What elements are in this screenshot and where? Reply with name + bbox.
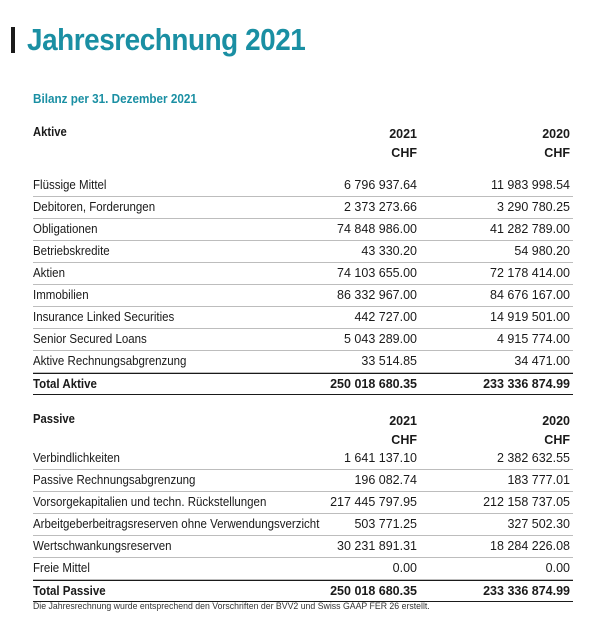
row-value-2020: 183 777.01	[507, 473, 570, 487]
table-row	[33, 241, 573, 263]
aktive-col-2020	[542, 125, 570, 163]
table-row	[33, 470, 573, 492]
row-label: Immobilien	[33, 288, 89, 302]
aktive-section	[33, 125, 573, 395]
passive-col-2020	[542, 412, 570, 450]
passive-total-2021: 250 018 680.35	[330, 584, 417, 598]
table-row	[33, 263, 573, 285]
aktive-header	[33, 125, 573, 175]
page-title: Jahresrechnung 2021	[27, 22, 306, 57]
row-value-2021: 6 796 937.64	[344, 178, 417, 192]
passive-total-row	[33, 580, 573, 602]
row-value-2021: 74 103 655.00	[337, 266, 417, 280]
aktive-rows	[33, 175, 573, 373]
table-row	[33, 492, 573, 514]
aktive-total-row	[33, 373, 573, 395]
row-value-2020: 2 382 632.55	[497, 451, 570, 465]
row-label: Flüssige Mittel	[33, 178, 107, 192]
row-value-2020: 18 284 226.08	[490, 539, 570, 553]
row-value-2020: 0.00	[545, 561, 570, 575]
row-label: Verbindlichkeiten	[33, 451, 120, 465]
row-value-2021: 503 771.25	[354, 517, 417, 531]
row-value-2021: 30 231 891.31	[337, 539, 417, 553]
row-value-2020: 14 919 501.00	[490, 310, 570, 324]
row-value-2021: 5 043 289.00	[344, 332, 417, 346]
row-value-2020: 327 502.30	[507, 517, 570, 531]
row-label: Aktien	[33, 266, 65, 280]
row-label: Betriebskredite	[33, 244, 110, 258]
aktive-col-2021-unit: CHF	[391, 146, 417, 160]
passive-label: Passive	[33, 412, 75, 426]
row-value-2021: 2 373 273.66	[344, 200, 417, 214]
row-value-2021: 43 330.20	[361, 244, 417, 258]
row-label: Vorsorgekapitalien und techn. Rückstellungen	[33, 495, 267, 509]
row-value-2020: 3 290 780.25	[497, 200, 570, 214]
table-row	[33, 285, 573, 307]
row-value-2020: 212 158 737.05	[483, 495, 570, 509]
row-value-2021: 74 848 986.00	[337, 222, 417, 236]
table-row	[33, 558, 573, 580]
row-value-2020: 34 471.00	[514, 354, 570, 368]
row-label: Wertschwankungsreserven	[33, 539, 172, 553]
row-value-2020: 54 980.20	[514, 244, 570, 258]
title-accent-bar	[11, 27, 15, 53]
row-label: Freie Mittel	[33, 561, 90, 575]
row-value-2021: 86 332 967.00	[337, 288, 417, 302]
balance-subtitle: Bilanz per 31. Dezember 2021	[33, 91, 197, 106]
row-value-2021: 196 082.74	[354, 473, 417, 487]
row-value-2020: 4 915 774.00	[497, 332, 570, 346]
row-label: Insurance Linked Securities	[33, 310, 175, 324]
passive-rows	[33, 448, 573, 580]
row-value-2021: 217 445 797.95	[330, 495, 417, 509]
row-label: Passive Rechnungsabgrenzung	[33, 473, 196, 487]
row-label: Obligationen	[33, 222, 98, 236]
aktive-total-2021: 250 018 680.35	[330, 377, 417, 391]
row-value-2021: 33 514.85	[361, 354, 417, 368]
row-label: Aktive Rechnungsabgrenzung	[33, 354, 187, 368]
table-row	[33, 514, 573, 536]
passive-section	[33, 412, 573, 602]
passive-col-2021	[389, 412, 417, 450]
title-block	[11, 22, 336, 58]
aktive-col-2020-unit: CHF	[544, 146, 570, 160]
row-value-2020: 84 676 167.00	[490, 288, 570, 302]
passive-col-2021-unit: CHF	[391, 433, 417, 447]
row-value-2020: 41 282 789.00	[490, 222, 570, 236]
passive-col-2021-year: 2021	[389, 414, 417, 428]
table-row	[33, 329, 573, 351]
row-value-2021: 442 727.00	[354, 310, 417, 324]
row-label: Arbeitgeberbeitragsreserven ohne Verwendungsverzicht	[33, 517, 320, 531]
table-row	[33, 448, 573, 470]
footnote: Die Jahresrechnung wurde entsprechend den Vorschriften der BVV2 und Swiss GAAP FER 26 erstellt.	[33, 601, 430, 612]
passive-header	[33, 412, 573, 448]
row-value-2020: 11 983 998.54	[490, 178, 570, 192]
table-row	[33, 307, 573, 329]
row-value-2021: 0.00	[392, 561, 417, 575]
table-row	[33, 219, 573, 241]
aktive-total-2020: 233 336 874.99	[483, 377, 570, 391]
aktive-total-label: Total Aktive	[33, 377, 97, 391]
row-label: Debitoren, Forderungen	[33, 200, 156, 214]
passive-col-2020-unit: CHF	[544, 433, 570, 447]
passive-total-label: Total Passive	[33, 584, 106, 598]
table-row	[33, 351, 573, 373]
row-value-2020: 72 178 414.00	[490, 266, 570, 280]
table-row	[33, 175, 573, 197]
aktive-col-2020-year: 2020	[542, 127, 570, 141]
aktive-col-2021-year: 2021	[389, 127, 417, 141]
passive-col-2020-year: 2020	[542, 414, 570, 428]
passive-total-2020: 233 336 874.99	[483, 584, 570, 598]
aktive-label: Aktive	[33, 125, 67, 139]
table-row	[33, 536, 573, 558]
row-value-2021: 1 641 137.10	[344, 451, 417, 465]
row-label: Senior Secured Loans	[33, 332, 147, 346]
table-row	[33, 197, 573, 219]
aktive-col-2021	[389, 125, 417, 163]
